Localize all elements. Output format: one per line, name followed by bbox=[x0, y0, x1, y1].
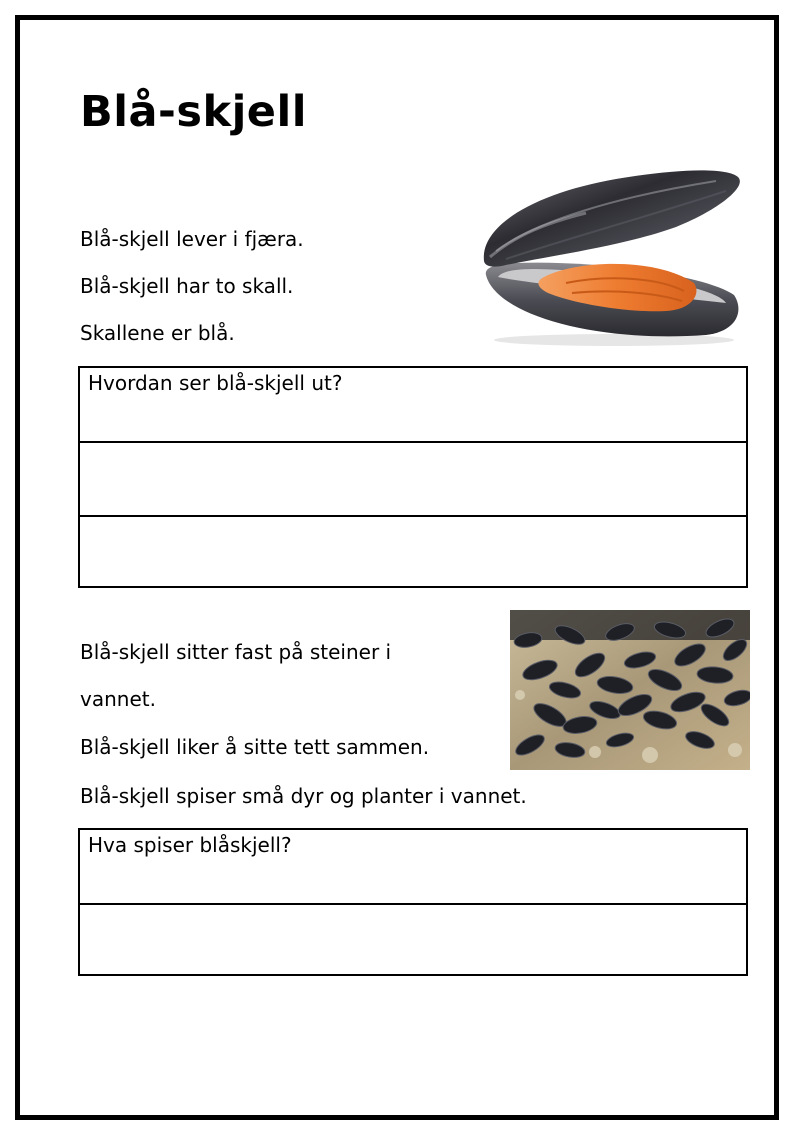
answer-box-diet bbox=[78, 828, 748, 976]
text-line: Blå-skjell liker å sitte tett sammen. bbox=[80, 735, 430, 759]
answer-line[interactable] bbox=[80, 517, 746, 586]
question-text: Hvordan ser blå-skjell ut? bbox=[88, 371, 343, 395]
answer-box-appearance bbox=[78, 366, 748, 588]
text-line: Blå-skjell har to skall. bbox=[80, 274, 294, 298]
text-line: Skallene er blå. bbox=[80, 321, 235, 345]
mussels-on-rock-photo bbox=[510, 610, 750, 770]
question-text: Hva spiser blåskjell? bbox=[88, 833, 292, 857]
question-row bbox=[80, 830, 746, 905]
text-line: vannet. bbox=[80, 687, 156, 711]
question-row bbox=[80, 368, 746, 443]
text-line: Blå-skjell lever i fjæra. bbox=[80, 227, 304, 251]
text-line: Blå-skjell spiser små dyr og planter i vannet. bbox=[80, 784, 527, 808]
page-title: Blå-skjell bbox=[80, 87, 307, 137]
answer-line[interactable] bbox=[80, 905, 746, 974]
answer-line[interactable] bbox=[80, 443, 746, 517]
mussel-open-shell-photo bbox=[476, 165, 746, 350]
text-line: Blå-skjell sitter fast på steiner i bbox=[80, 640, 392, 664]
